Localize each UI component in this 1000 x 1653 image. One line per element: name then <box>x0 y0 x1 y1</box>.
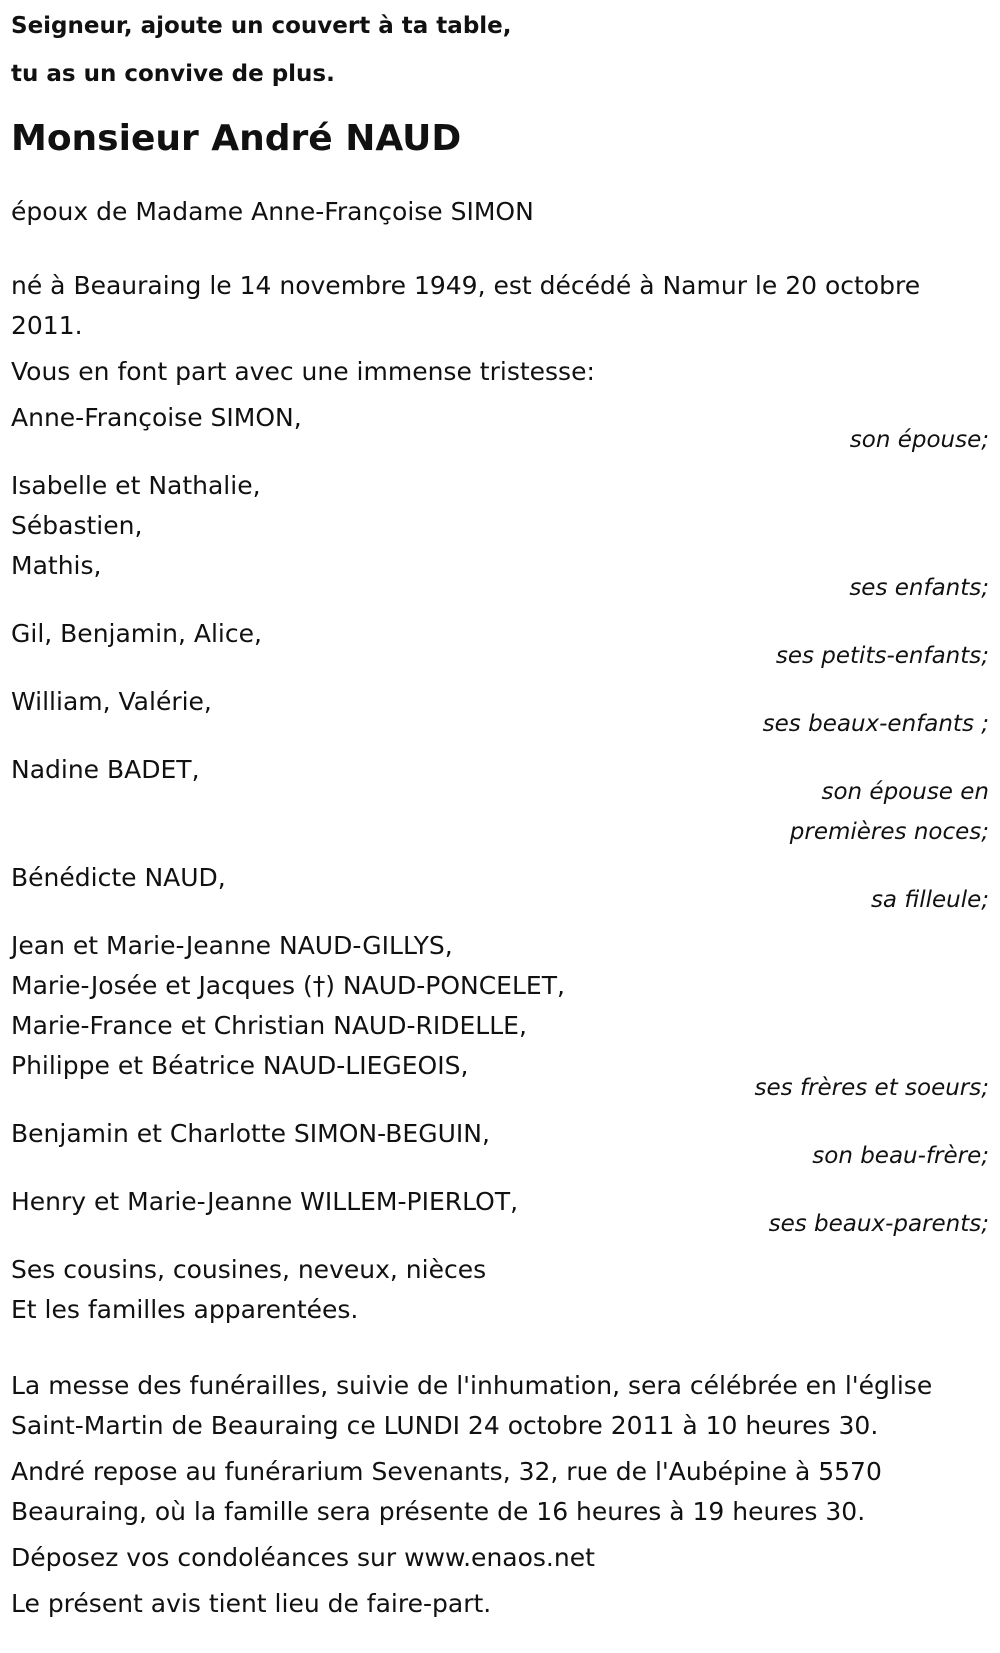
relationship-text: son épouse; <box>849 427 989 453</box>
relationship-text: ses petits-enfants; <box>775 643 989 669</box>
family-member-name: Marie-France et Christian NAUD-RIDELLE, <box>11 1011 527 1040</box>
spouse-line: époux de Madame Anne-Françoise SIMON <box>11 197 534 226</box>
family-group <box>11 466 989 608</box>
family-member-name: Isabelle et Nathalie, <box>11 471 261 500</box>
family-member-name: Sébastien, <box>11 511 143 540</box>
deceased-name: Monsieur André NAUD <box>11 118 462 159</box>
family-list <box>11 398 989 1244</box>
relationship-text: ses enfants; <box>849 575 989 601</box>
family-group <box>11 750 989 852</box>
quote-line-1: Seigneur, ajoute un couvert à ta table, <box>11 13 512 39</box>
obituary-notice <box>11 0 989 1624</box>
relationship-text: ses beaux-parents; <box>768 1211 989 1237</box>
family-member-name: Nadine BADET, <box>11 755 200 784</box>
family-group <box>11 926 989 1108</box>
family-member-name: Benjamin et Charlotte SIMON-BEGUIN, <box>11 1119 490 1148</box>
family-group <box>11 682 989 744</box>
family-member-name: Henry et Marie-Jeanne WILLEM-PIERLOT, <box>11 1187 519 1216</box>
relationship-label <box>11 568 989 608</box>
family-group <box>11 398 989 460</box>
opening-quote <box>11 0 989 98</box>
family-member-name: Gil, Benjamin, Alice, <box>11 619 262 648</box>
funeral-home-info: André repose au funérarium Sevenants, 32, rue de l'Aubépine à 5570 Beauraing, où la famille sera présente de 16 heures à 19 heures 30. <box>11 1457 882 1526</box>
family-member-name: Jean et Marie-Jeanne NAUD-GILLYS, <box>11 931 453 960</box>
notice-line: Le présent avis tient lieu de faire-part. <box>11 1589 492 1618</box>
family-member-name: Philippe et Béatrice NAUD-LIEGEOIS, <box>11 1051 469 1080</box>
family-member-name: Anne-Françoise SIMON, <box>11 403 302 432</box>
relationship-text: ses beaux-enfants ; <box>762 711 989 737</box>
family-group <box>11 858 989 920</box>
relationship-text: ses frères et soeurs; <box>754 1075 989 1101</box>
intro-line: Vous en font part avec une immense tristesse: <box>11 357 595 386</box>
family-member-name: Marie-Josée et Jacques (†) NAUD-PONCELET, <box>11 971 565 1000</box>
relationship-text: sa filleule; <box>870 887 989 913</box>
family-member-name: Mathis, <box>11 551 102 580</box>
extended-family <box>11 1250 989 1330</box>
relationship-text: premières noces; <box>789 819 989 845</box>
funeral-service-info: La messe des funérailles, suivie de l'inhumation, sera célébrée en l'église Saint-Martin de Beauraing ce LUNDI 24 octobre 2011 à 10 heures 30. <box>11 1371 933 1440</box>
birth-death-info: né à Beauraing le 14 novembre 1949, est décédé à Namur le 20 octobre 2011. <box>11 271 921 340</box>
extended-family-line-2: Et les familles apparentées. <box>11 1295 359 1324</box>
condolences-line: Déposez vos condoléances sur www.enaos.net <box>11 1543 595 1572</box>
relationship-text: son épouse en <box>821 779 989 805</box>
family-group <box>11 614 989 676</box>
family-names <box>11 926 989 1086</box>
family-member-name: William, Valérie, <box>11 687 212 716</box>
extended-family-line-1: Ses cousins, cousines, neveux, nièces <box>11 1255 487 1284</box>
family-group <box>11 1182 989 1244</box>
relationship-text: son beau-frère; <box>812 1143 989 1169</box>
family-member-name: Bénédicte NAUD, <box>11 863 226 892</box>
family-group <box>11 1114 989 1176</box>
quote-line-2: tu as un convive de plus. <box>11 61 335 87</box>
